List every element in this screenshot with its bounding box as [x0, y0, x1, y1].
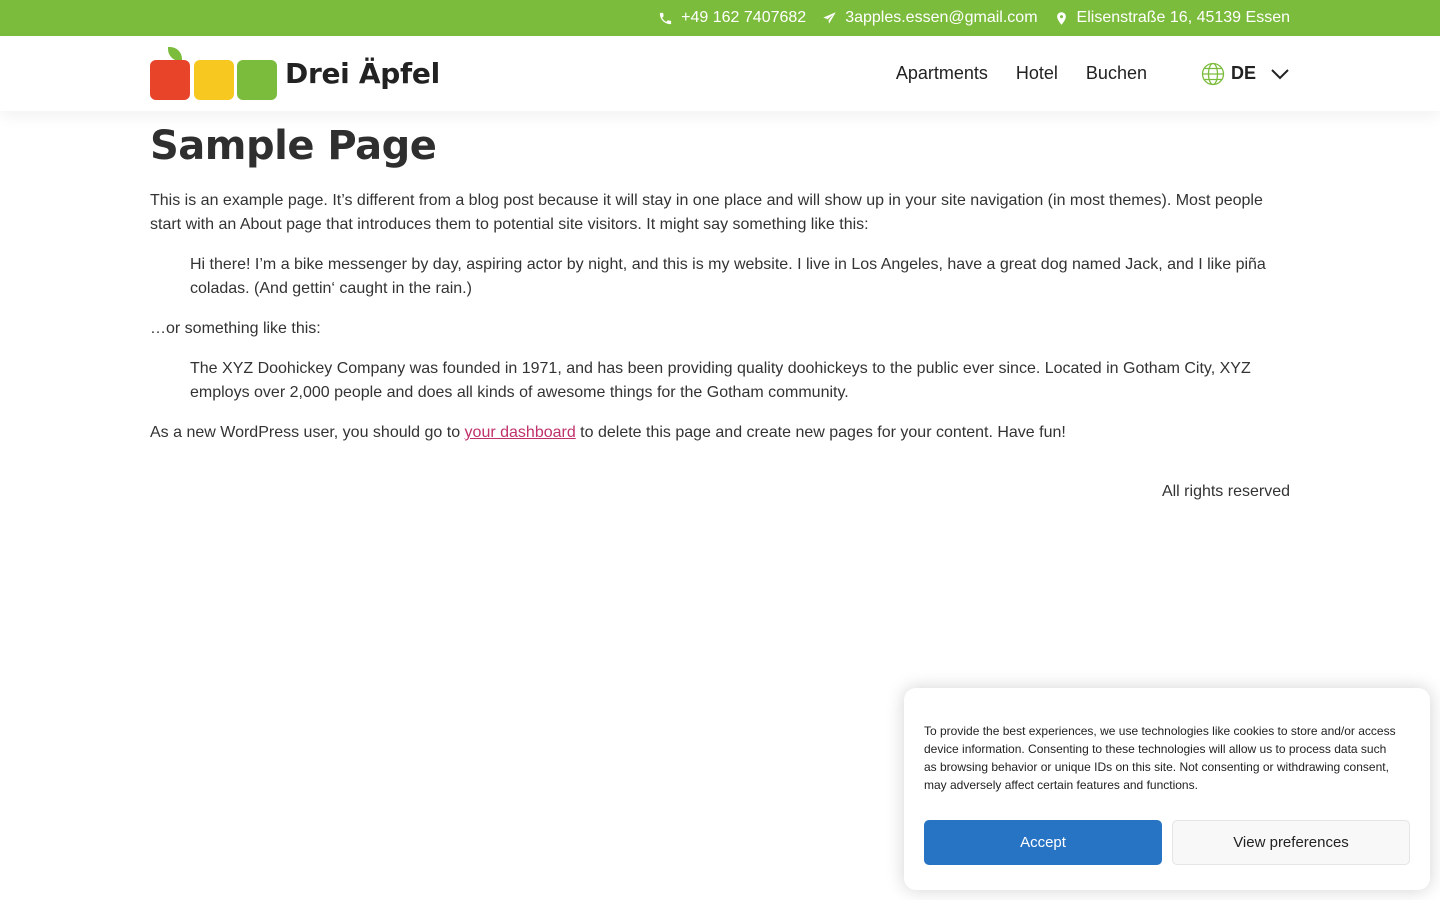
- phone-number: +49 162 7407682: [681, 9, 807, 26]
- street-address: Elisenstraße 16, 45139 Essen: [1076, 9, 1290, 26]
- page-content: [0, 111, 1440, 445]
- email-link[interactable]: [822, 9, 1037, 27]
- language-code: DE: [1230, 63, 1256, 83]
- copyright-text: All rights reserved: [1161, 483, 1290, 500]
- site-logo[interactable]: [150, 46, 440, 102]
- nav-item-buchen[interactable]: Buchen: [1085, 63, 1147, 83]
- accept-button[interactable]: Accept: [924, 820, 1162, 865]
- dashboard-link[interactable]: your dashboard: [464, 424, 576, 441]
- nav-item-apartments[interactable]: Apartments: [895, 63, 988, 83]
- view-preferences-button[interactable]: View preferences: [1172, 820, 1410, 865]
- apples-logo-icon: [150, 46, 277, 102]
- email-address: 3apples.essen@gmail.com: [845, 9, 1038, 26]
- top-contact-bar: [0, 0, 1440, 36]
- map-pin-icon: [1054, 11, 1069, 26]
- phone-icon: [658, 11, 673, 26]
- globe-icon: [1201, 62, 1225, 86]
- quote-bike-messenger: Hi there! I’m a bike messenger by day, aspiring actor by night, and this is my website. I live in Los Angeles, have a great dog named Jack, and I like piña coladas. (And gettin‘ caught in the rain.): [190, 256, 1266, 297]
- phone-link[interactable]: [658, 9, 806, 27]
- or-paragraph: …or something like this:: [150, 320, 321, 337]
- cookie-consent-banner: [904, 688, 1430, 890]
- language-switcher[interactable]: [1201, 62, 1290, 86]
- quote-doohickey: The XYZ Doohickey Company was founded in 1971, and has been providing quality doohickeys to the public ever since. Located in Gotham City, XYZ employs over 2,000 people and does all kinds of awesome things for the Gotham community.: [190, 360, 1251, 401]
- logo-text: Drei Äpfel: [285, 57, 440, 90]
- intro-paragraph: This is an example page. It’s different from a blog post because it will stay in one place and will show up in your site navigation (in most themes). Most people start with an About page that introduces them to potential site visitors. It might say something like this:: [150, 192, 1263, 233]
- paper-plane-icon: [822, 11, 837, 26]
- chevron-down-icon: [1270, 67, 1290, 81]
- main-navigation: [896, 63, 1147, 84]
- nav-item-hotel[interactable]: Hotel: [1015, 63, 1058, 83]
- cookie-message: To provide the best experiences, we use technologies like cookies to store and/or access device information. Consenting to these technologies will allow us to process data such as browsing behavior or unique IDs on this site. Not consenting or withdrawing consent, may adversely affect certain features and functions.: [924, 724, 1396, 792]
- page-title: Sample Page: [150, 123, 437, 169]
- closing-paragraph: As a new WordPress user, you should go to your dashboard to delete this page and create new pages for your content. Have fun!: [150, 424, 1066, 441]
- address-link[interactable]: [1054, 9, 1290, 27]
- site-header: [0, 36, 1440, 111]
